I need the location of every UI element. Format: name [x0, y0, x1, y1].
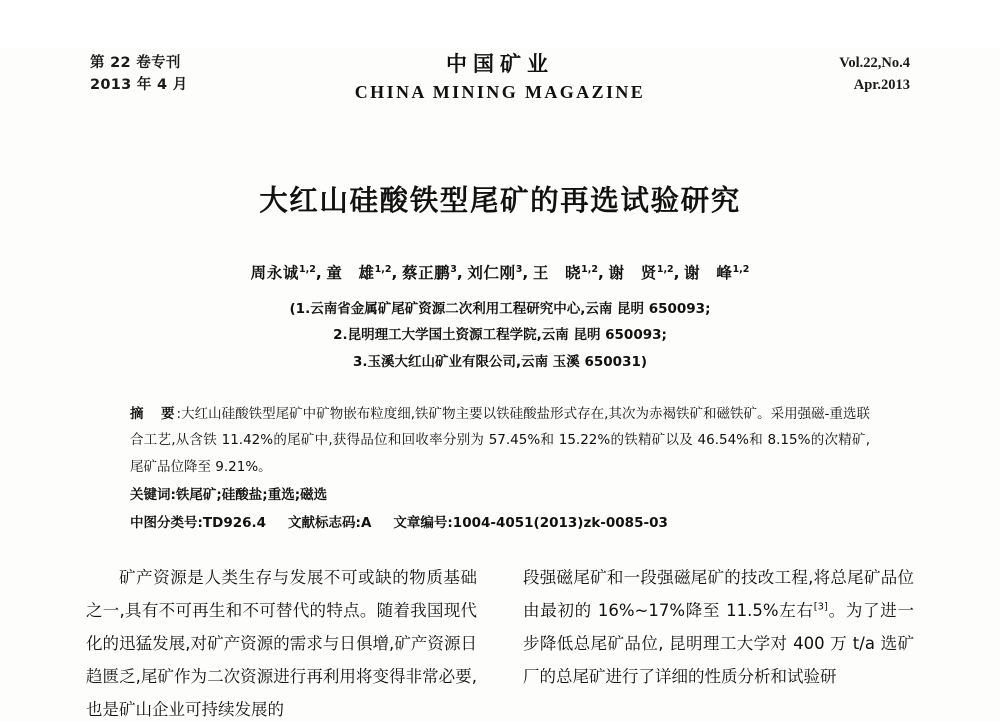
- body-columns: [86, 561, 914, 726]
- keywords-label: 关键词: [130, 486, 171, 503]
- keywords-line: 关键词:铁尾矿;硅酸盐;重选;磁选: [130, 486, 328, 503]
- affiliation-list: [86, 296, 914, 375]
- body-text-part: 段强磁尾矿和一段强磁尾矿的技改工程,将总尾矿品位由最初的 16%~17%降至 11.5%左右: [523, 567, 914, 620]
- abstract-paragraph: 摘 要:大红山硅酸铁型尾矿中矿物嵌布粒度细,铁矿物主要以铁硅酸盐形式存在,其次为赤褐铁矿和磁铁矿。采用强磁-重选联合工艺,从含铁 11.42%的尾矿中,获得品位和回收率分别为 57.45%和 15.22%的铁精矿以及 46.54%和 8.15%的次精矿,尾矿品位降至 9.21%。: [130, 405, 871, 475]
- author-name: 谢 峰: [684, 264, 733, 282]
- author-name: 童 雄: [326, 264, 375, 282]
- clc-value: TD926.4: [202, 515, 267, 532]
- author-item: [684, 264, 749, 282]
- author-affil-marker: 1,2: [656, 263, 674, 275]
- abstract-text: 大红山硅酸铁型尾矿中矿物嵌布粒度细,铁矿物主要以铁硅酸盐形式存在,其次为赤褐铁矿和磁铁矿。采用强磁-重选联合工艺,从含铁 11.42%的尾矿中,获得品位和回收率分别为 57.45%和 15.22%的铁精矿以及 46.54%和 8.15%的次精矿,尾矿品位降至 9.21%。: [130, 405, 871, 475]
- author-name: 谢 贤: [608, 264, 657, 282]
- author-item: [402, 264, 457, 282]
- body-paragraph: [523, 561, 914, 693]
- affiliation-item: 3.玉溪大红山矿业有限公司,云南 玉溪 650031): [352, 353, 648, 370]
- author-affil-marker: 1,2: [732, 263, 750, 275]
- author-affil-marker: 1,2: [581, 263, 599, 275]
- body-column-left: [86, 561, 477, 726]
- journal-title-en: CHINA MINING MAGAZINE: [354, 82, 646, 102]
- author-name: 刘仁刚: [467, 264, 516, 282]
- affiliation-item: 2.昆明理工大学国土资源工程学院,云南 昆明 650093;: [333, 327, 667, 344]
- masthead-volume: 第 22 卷专刊: [90, 55, 181, 71]
- article-id-label: 文章编号: [393, 515, 448, 532]
- page-title: 大红山硅酸铁型尾矿的再选试验研究: [259, 184, 741, 217]
- author-name: 王 晓: [532, 264, 582, 282]
- author-item: [609, 264, 674, 282]
- author-item: [326, 264, 391, 282]
- author-item: [251, 264, 316, 282]
- masthead-journal-name: [86, 48, 914, 103]
- masthead-vol-no: Vol.22,No.4: [839, 55, 910, 71]
- author-name: 蔡正鹏: [401, 264, 451, 282]
- clc-label: 中图分类号: [130, 515, 198, 532]
- author-name: 周永诚: [250, 264, 299, 282]
- author-item: [467, 264, 522, 282]
- reference-marker: [3]: [813, 601, 828, 612]
- masthead: [86, 48, 914, 108]
- author-affil-marker: 3: [450, 263, 457, 275]
- author-affil-marker: 3: [515, 263, 523, 275]
- abstract-block: [130, 401, 870, 537]
- classification-line: 中图分类号:TD926.4 文献标志码:A 文章编号:1004-4051(2013)zk-0085-03: [130, 515, 668, 532]
- body-column-right: [523, 561, 914, 726]
- journal-page: [0, 48, 1000, 722]
- masthead-date-cn: 2013 年 4 月: [90, 77, 188, 94]
- author-affil-marker: 1,2: [374, 263, 392, 275]
- article-id-value: 1004-4051(2013)zk-0085-03: [452, 515, 668, 532]
- doc-code-value: A: [360, 515, 372, 532]
- author-list: 周永诚$^{1,2}$, 童 雄$^{1,2}$, 蔡正鹏$^3$, 刘仁刚$^3$, 王 晓$^{1,2}$, 谢 贤$^{1,2}$, 谢 峰$^{1,2}$: [250, 263, 750, 282]
- author-item: [533, 264, 598, 282]
- body-text-part: 。为了进一步降低总尾矿品位, 昆明理工大学对 400 万 t/a 选矿厂的总尾矿进行了详细的性质分析和试验研: [523, 600, 914, 686]
- author-affil-marker: 1,2: [298, 263, 316, 275]
- abstract-label: 摘 要: [130, 405, 177, 422]
- affiliation-item: (1.云南省金属矿尾矿资源二次利用工程研究中心,云南 昆明 650093;: [289, 301, 711, 317]
- masthead-volume-info: [90, 52, 188, 97]
- doc-code-label: 文献标志码: [288, 515, 356, 532]
- masthead-issue-info: [839, 52, 910, 97]
- body-paragraph: 矿产资源是人类生存与发展不可或缺的物质基础之一,具有不可再生和不可替代的特点。随着我国现代化的迅猛发展,对矿产资源的需求与日俱增,矿产资源日趋匮乏,尾矿作为二次资源进行再利用将变得非常必要,也是矿山企业可持续发展的: [86, 567, 477, 719]
- masthead-date-en: Apr.2013: [853, 77, 910, 94]
- journal-title-cn: 中国矿业: [446, 52, 554, 76]
- keywords-text: 铁尾矿;硅酸盐;重选;磁选: [175, 486, 328, 503]
